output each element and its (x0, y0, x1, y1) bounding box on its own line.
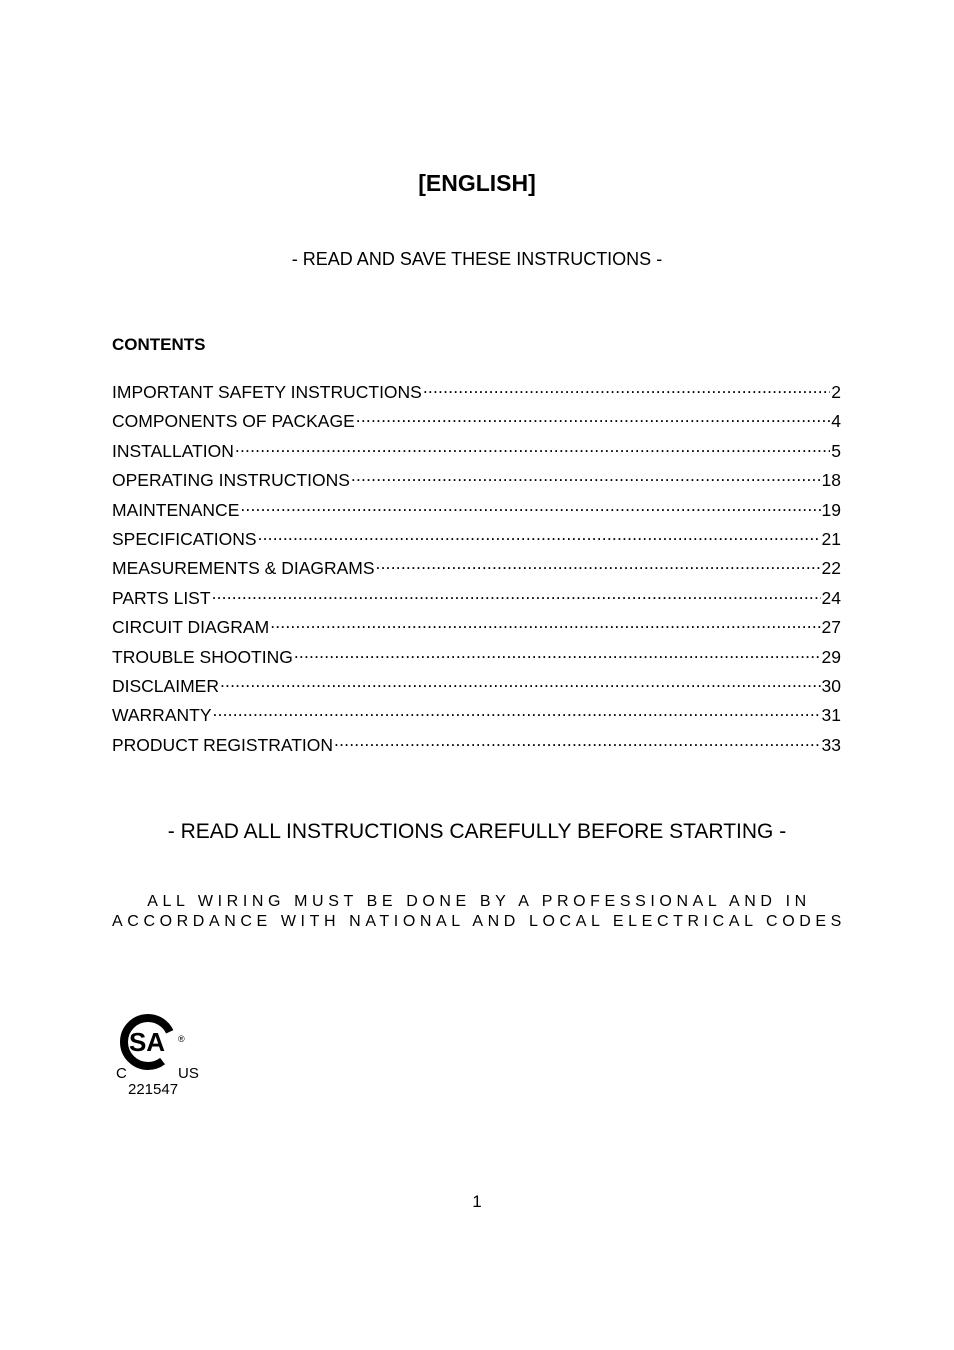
toc-item-label: COMPONENTS OF PACKAGE (112, 411, 355, 432)
contents-heading: CONTENTS (112, 335, 206, 354)
toc-item-label: PARTS LIST (112, 587, 211, 608)
csa-logo-c-mark: C (116, 1065, 127, 1082)
toc-item-page: 18 (821, 470, 841, 491)
toc-item-parts-list (112, 582, 841, 611)
toc-item-label: WARRANTY (112, 705, 212, 726)
toc-item-page: 33 (821, 734, 841, 755)
toc-leader-dots (376, 552, 821, 574)
toc-item-label: OPERATING INSTRUCTIONS (112, 470, 350, 491)
toc-leader-dots (356, 405, 831, 427)
toc-leader-dots (212, 582, 821, 604)
toc-item-page: 22 (821, 558, 841, 579)
wiring-notice (0, 892, 954, 932)
wiring-notice-line-2: ACCORDANCE WITH NATIONAL AND LOCAL ELECTRICAL CODES (112, 913, 846, 930)
toc-item-label: INSTALLATION (112, 440, 234, 461)
toc-leader-dots (334, 729, 820, 751)
toc-item-label: MEASUREMENTS & DIAGRAMS (112, 558, 375, 579)
toc-leader-dots (351, 464, 821, 486)
toc-item-page: 29 (821, 646, 841, 667)
toc-item-warranty (112, 699, 841, 728)
toc-item-installation (112, 435, 841, 464)
toc-leader-dots (220, 670, 821, 692)
toc-item-circuit-diagram (112, 611, 841, 640)
toc-item-important-safety-instructions (112, 376, 841, 405)
toc-leader-dots (235, 435, 830, 457)
toc-item-page: 27 (821, 617, 841, 638)
toc-item-label: TROUBLE SHOOTING (112, 646, 293, 667)
registered-mark: ® (178, 1034, 185, 1044)
toc-item-disclaimer (112, 670, 841, 699)
toc-item-page: 19 (821, 499, 841, 520)
toc-item-page: 4 (831, 411, 841, 432)
toc-leader-dots (270, 611, 820, 633)
toc-item-page: 31 (821, 705, 841, 726)
table-of-contents (112, 376, 841, 758)
toc-item-label: IMPORTANT SAFETY INSTRUCTIONS (112, 382, 422, 402)
toc-item-trouble-shooting (112, 641, 841, 670)
toc-item-page: 5 (831, 440, 841, 461)
toc-item-product-registration (112, 729, 841, 758)
toc-item-label: SPECIFICATIONS (112, 528, 257, 549)
toc-item-components-of-package (112, 405, 841, 434)
toc-item-measurements-diagrams (112, 552, 841, 581)
toc-item-page: 2 (831, 382, 841, 402)
toc-item-page: 24 (821, 587, 841, 608)
toc-item-maintenance (112, 494, 841, 523)
wiring-notice-line-1: ALL WIRING MUST BE DONE BY A PROFESSIONAL AND IN (147, 893, 811, 910)
toc-item-label: PRODUCT REGISTRATION (112, 734, 334, 755)
toc-leader-dots (294, 641, 821, 663)
toc-leader-dots (423, 376, 830, 398)
page-title: [ENGLISH] (418, 170, 536, 196)
toc-item-page: 30 (821, 675, 841, 696)
toc-leader-dots (213, 699, 821, 721)
read-all-notice: - READ ALL INSTRUCTIONS CAREFULLY BEFORE STARTING - (167, 820, 787, 843)
toc-item-label: MAINTENANCE (112, 499, 240, 520)
toc-item-specifications (112, 523, 841, 552)
page-subtitle: - READ AND SAVE THESE INSTRUCTIONS - (291, 249, 663, 269)
csa-logo-us-mark: US (178, 1065, 199, 1082)
certification-number: 221547 (128, 1081, 179, 1098)
toc-item-label: CIRCUIT DIAGRAM (112, 617, 270, 638)
csa-logo-letters: SA (128, 1027, 166, 1057)
toc-leader-dots (240, 494, 820, 516)
toc-leader-dots (258, 523, 821, 545)
toc-item-label: DISCLAIMER (112, 675, 219, 696)
toc-item-page: 21 (821, 528, 841, 549)
toc-item-operating-instructions (112, 464, 841, 493)
page-number: 1 (472, 1192, 482, 1211)
